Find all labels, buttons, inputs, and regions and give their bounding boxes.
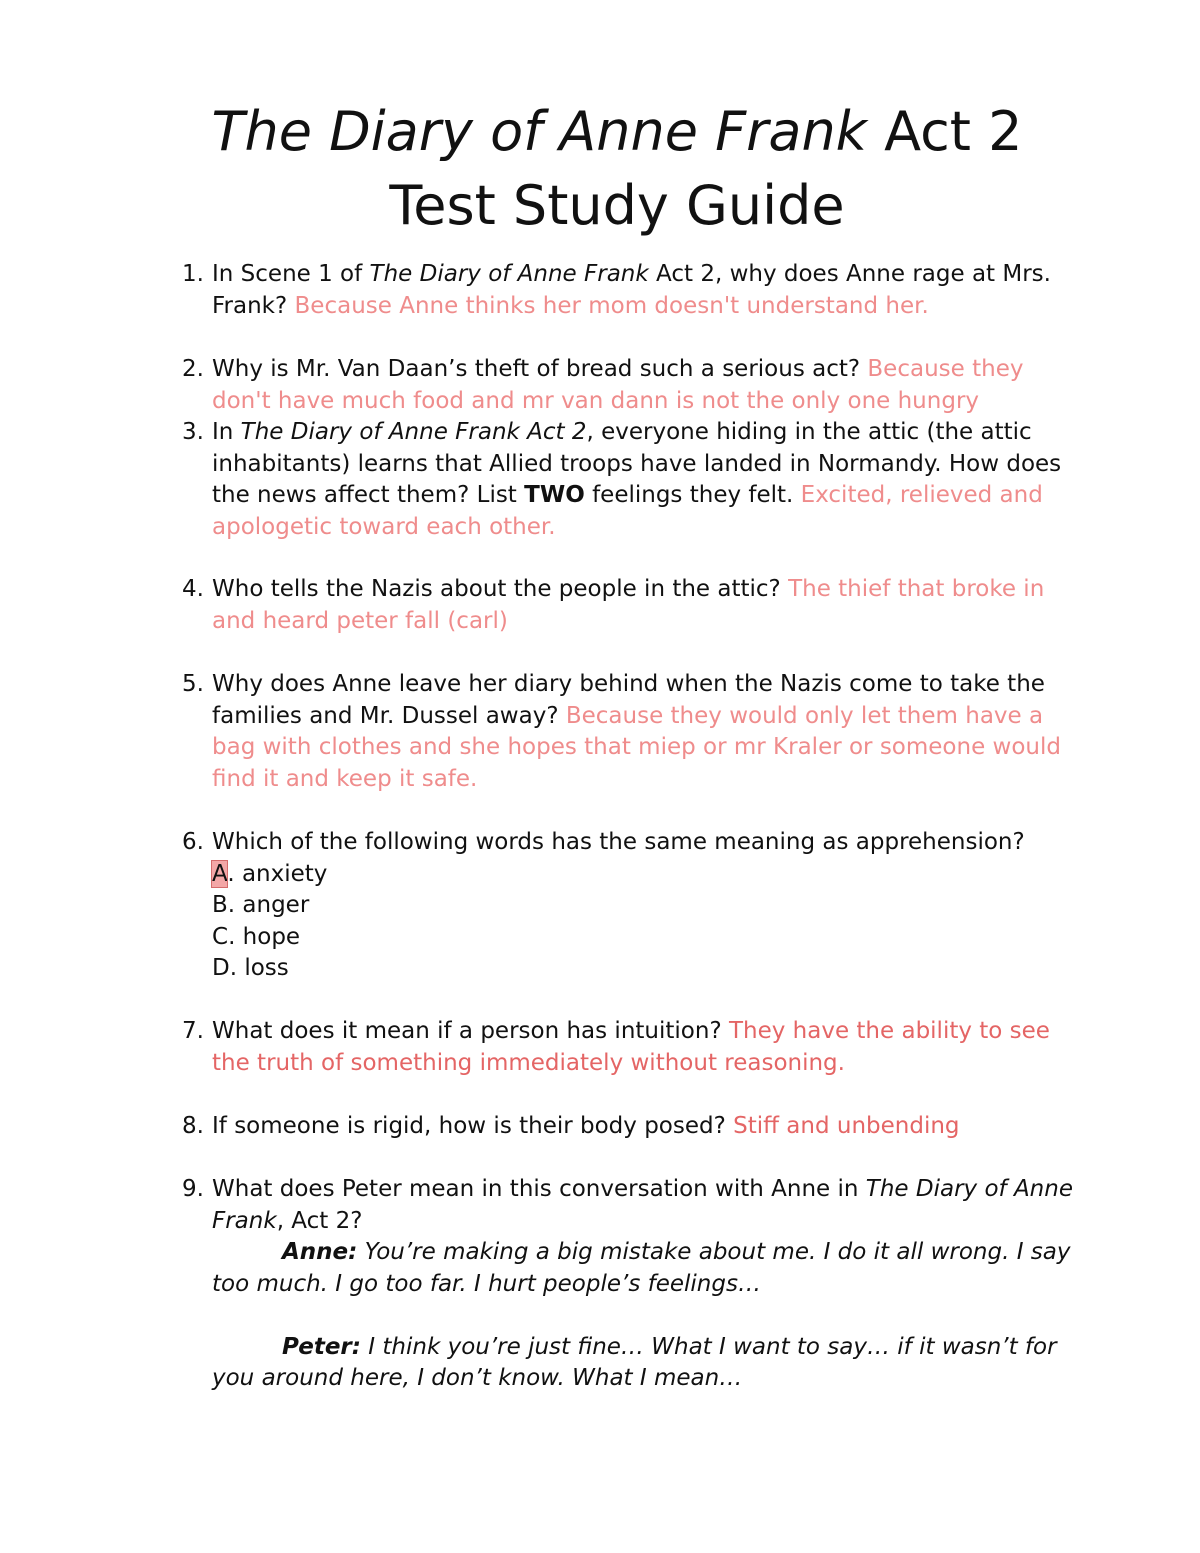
option-text: . anger <box>227 892 310 918</box>
answer-text: Stiff and unbending <box>733 1113 960 1139</box>
option-a <box>212 859 1082 891</box>
question-book-title: The Diary of Anne Frank <box>212 1176 1073 1234</box>
option-b <box>212 890 1082 922</box>
question-text-mid: , everyone hiding in the attic (the attic inhabitants) learns that Allied troops have landed in Normandy. How does the news affect them? List <box>212 419 1062 508</box>
question-text: In Scene 1 of <box>212 261 370 287</box>
option-letter: B <box>212 892 228 918</box>
question-number: 7. <box>182 1018 204 1044</box>
title-act: Act 2 <box>866 100 1023 163</box>
answer-text: Excited, relieved and apologetic toward each other. <box>212 482 1043 540</box>
question-book-title: The Diary of Anne Frank <box>369 261 649 287</box>
question-5 <box>182 669 1082 795</box>
question-text: In <box>212 419 241 445</box>
speaker-peter: Peter: <box>282 1333 361 1360</box>
answer-text: Because they would only let them have a bag with clothes and she hopes that miep or mr Kraler or someone would find it and keep it safe. <box>212 702 1061 792</box>
question-text-end: , Act 2? <box>276 1207 363 1234</box>
question-text: Who tells the Nazis about the people in the attic? <box>212 576 789 602</box>
question-8 <box>182 1111 1082 1143</box>
question-6 <box>182 827 1082 985</box>
question-text: Why is Mr. Van Daan’s theft of bread such a serious act? <box>212 356 868 382</box>
option-text: . hope <box>228 923 301 950</box>
question-1 <box>182 259 1082 322</box>
answer-text: Because Anne thinks her mom doesn't understand her. <box>294 292 929 319</box>
option-d <box>212 953 1082 985</box>
question-number: 3. <box>182 419 204 445</box>
option-letter: D <box>212 955 230 981</box>
question-text: What does Peter mean in this conversation with Anne in <box>212 1176 866 1202</box>
anne-line: You’re making a big mistake about me. I do it all wrong. I say too much. I go too far. I hurt people’s feelings… <box>212 1239 1071 1297</box>
speaker-anne: Anne: <box>282 1239 358 1265</box>
question-text-end: Act 2, why does Anne rage at Mrs. Frank? <box>212 261 1051 319</box>
question-text: Which of the following words has the same meaning as apprehension? <box>212 829 1025 855</box>
question-4 <box>182 574 1082 637</box>
question-emphasis: TWO <box>524 482 585 508</box>
question-text: If someone is rigid, how is their body posed? <box>212 1113 734 1139</box>
question-number: 2. <box>182 356 204 382</box>
option-letter: C <box>212 923 229 950</box>
question-number: 8. <box>182 1113 204 1139</box>
question-book-title: The Diary of Anne Frank Act 2 <box>240 419 587 445</box>
page-title <box>0 95 1200 243</box>
question-number: 4. <box>182 576 204 602</box>
answer-text: Because they don't have much food and mr van dann is not the only one hungry <box>212 356 1024 414</box>
option-text: . loss <box>229 955 289 981</box>
question-text: Why does Anne leave her diary behind when the Nazis come to take the families and Mr. Dussel away? <box>212 671 1045 729</box>
question-3 <box>182 417 1082 543</box>
peter-quote <box>212 1332 1082 1395</box>
answer-text: They have the ability to see the truth of something immediately without reasoning. <box>212 1018 1050 1076</box>
question-9 <box>182 1174 1082 1395</box>
option-c <box>212 922 1082 954</box>
anne-quote <box>212 1237 1082 1300</box>
answer-text: The thief that broke in and heard peter fall (carl) <box>212 576 1045 634</box>
title-book-name: The Diary of Anne Frank <box>211 100 867 163</box>
title-subtitle: Test Study Guide <box>389 174 845 237</box>
question-text-end: feelings they felt. <box>584 482 801 508</box>
peter-line: I think you’re just fine… What I want to say… if it wasn’t for you around here, I don’t know. What I mean… <box>212 1333 1057 1391</box>
question-number: 6. <box>182 829 204 855</box>
selected-answer-highlight: A <box>212 860 228 887</box>
question-2 <box>182 354 1082 417</box>
question-number: 5. <box>182 671 204 697</box>
option-text: . anxiety <box>227 860 328 887</box>
question-number: 9. <box>182 1176 204 1202</box>
question-7 <box>182 1016 1082 1079</box>
question-text: What does it mean if a person has intuition? <box>212 1018 729 1044</box>
question-number: 1. <box>182 261 204 287</box>
